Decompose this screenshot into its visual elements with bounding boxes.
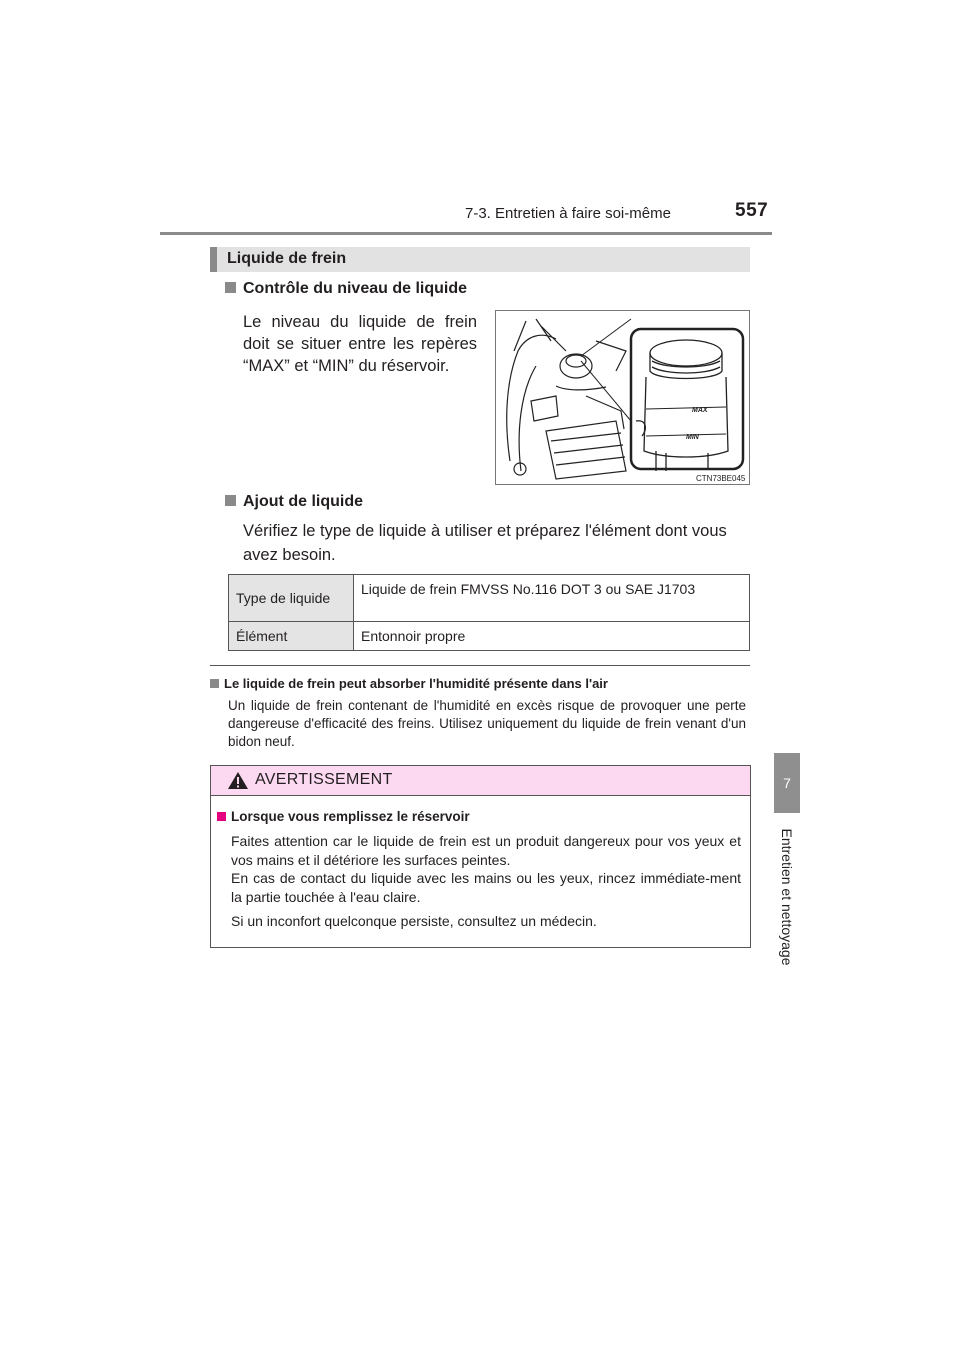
note-heading: Le liquide de frein peut absorber l'humidité présente dans l'air <box>210 676 608 691</box>
chapter-tab <box>774 753 800 813</box>
section-title: Liquide de frein <box>227 250 347 267</box>
section-title-bar <box>210 247 750 272</box>
warning-paragraph: En cas de contact du liquide avec les mains ou les yeux, rincez immédiate-ment la partie touchée à l'eau claire. <box>231 870 741 905</box>
square-bullet-icon <box>210 679 219 688</box>
chapter-number: 7 <box>783 775 791 791</box>
square-bullet-icon <box>225 282 236 293</box>
warning-subheading: Lorsque vous remplissez le réservoir <box>217 809 470 824</box>
chapter-label: Entretien et nettoyage <box>779 828 795 966</box>
square-bullet-icon <box>217 812 226 821</box>
figure-code: CTN73BE045 <box>696 474 746 483</box>
warning-header <box>211 766 750 796</box>
brake-reservoir-illustration <box>495 310 750 485</box>
square-bullet-icon <box>225 495 236 506</box>
check-level-text: Le niveau du liquide de frein doit se situer entre les repères “MAX” et “MIN” du réservoir. <box>243 313 477 375</box>
min-mark: MIN <box>686 434 699 441</box>
table-value-cell: Entonnoir propre <box>354 622 750 651</box>
check-level-heading: Contrôle du niveau de liquide <box>225 280 467 298</box>
engine-bay-drawing <box>496 311 749 484</box>
page-number: 557 <box>735 200 769 221</box>
table-label-cell: Type de liquide <box>229 575 354 622</box>
header-rule <box>160 232 772 235</box>
warning-paragraph: Si un inconfort quelconque persiste, consultez un médecin. <box>231 913 597 929</box>
warning-paragraph: Faites attention car le liquide de frein est un produit dangereux pour vos yeux et vos mains et il détériore les surfaces peintes. <box>231 833 741 868</box>
warning-title: AVERTISSEMENT <box>255 771 393 788</box>
section-header: 7-3. Entretien à faire soi-même <box>465 205 671 222</box>
add-fluid-text: Vérifiez le type de liquide à utiliser et préparez l'élément dont vous avez besoin. <box>243 522 727 564</box>
note-text: Un liquide de frein contenant de l'humidité en excès risque de provoquer une perte dangereuse d'efficacité des freins. Utilisez uniquement du liquide de frein venant d'un bidon neuf. <box>228 698 746 749</box>
warning-triangle-icon <box>227 771 249 790</box>
table-value-cell: Liquide de frein FMVSS No.116 DOT 3 ou SAE J1703 <box>354 575 750 622</box>
max-mark: MAX <box>692 407 708 414</box>
divider <box>210 665 750 666</box>
fluid-spec-table <box>228 574 750 651</box>
table-row <box>229 622 750 651</box>
warning-box <box>210 765 751 948</box>
add-fluid-heading: Ajout de liquide <box>225 493 363 511</box>
chapter-side-label <box>772 828 802 966</box>
table-label-cell: Élément <box>229 622 354 651</box>
table-row <box>229 575 750 622</box>
